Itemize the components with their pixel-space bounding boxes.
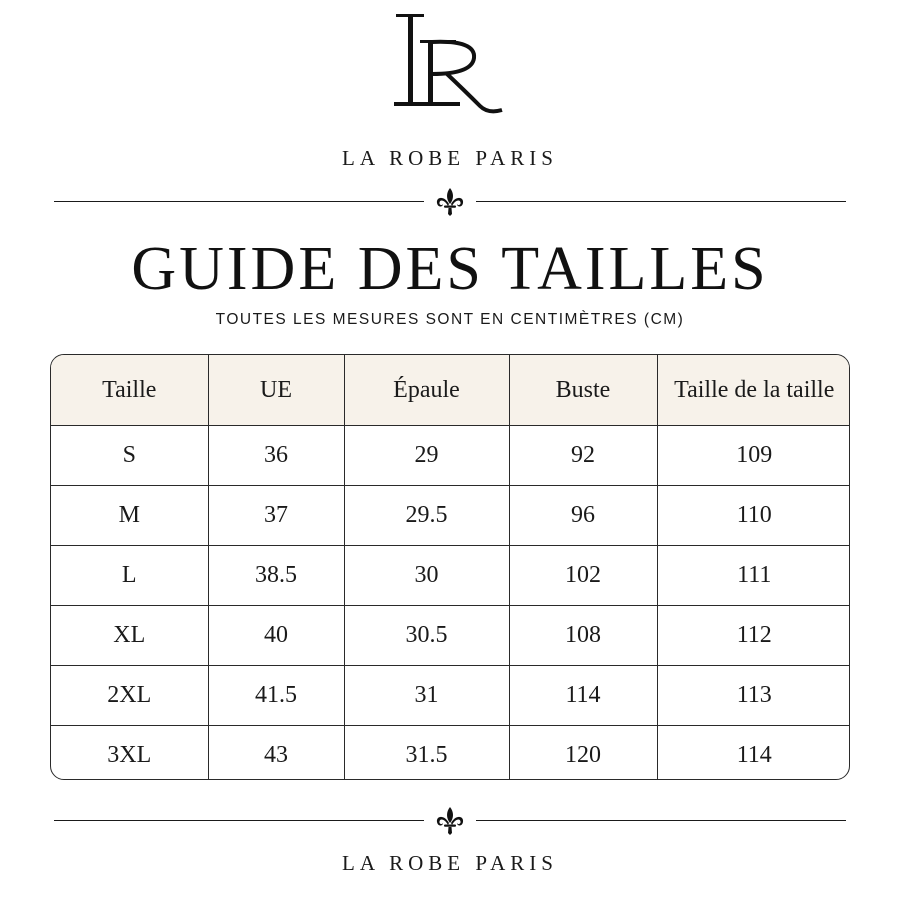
cell-bust: 102 [509, 546, 657, 606]
header-cell-shoulder: Épaule [344, 355, 509, 426]
cell-eu: 37 [208, 486, 344, 546]
cell-size: XL [51, 606, 208, 666]
brand-name-bottom: LA ROBE PARIS [342, 851, 558, 875]
cell-size: 3XL [51, 726, 208, 781]
table-row [51, 426, 850, 486]
cell-eu: 43 [208, 726, 344, 781]
brand-monogram-logo [380, 6, 520, 136]
cell-eu: 40 [208, 606, 344, 666]
divider-line-right [476, 820, 846, 821]
divider-line-left [54, 820, 424, 821]
cell-waist: 113 [657, 666, 850, 726]
cell-eu: 38.5 [208, 546, 344, 606]
cell-waist: 111 [657, 546, 850, 606]
table-row [51, 606, 850, 666]
table-row [51, 666, 850, 726]
cell-shoulder: 29.5 [344, 486, 509, 546]
cell-waist: 110 [657, 486, 850, 546]
table-row [51, 726, 850, 781]
table-header-row [51, 355, 850, 426]
header-cell-eu: UE [208, 355, 344, 426]
size-table [51, 355, 850, 780]
cell-size: L [51, 546, 208, 606]
cell-bust: 92 [509, 426, 657, 486]
cell-shoulder: 31 [344, 666, 509, 726]
ornament-divider-top [54, 187, 846, 217]
cell-waist: 112 [657, 606, 850, 666]
cell-eu: 36 [208, 426, 344, 486]
size-table-container [50, 354, 850, 780]
page-subtitle: TOUTES LES MESURES SONT EN CENTIMÈTRES (CM) [215, 311, 685, 328]
cell-shoulder: 30 [344, 546, 509, 606]
fleur-de-lis-icon [434, 806, 466, 836]
cell-waist: 109 [657, 426, 850, 486]
header-cell-waist: Taille de la taille [657, 355, 850, 426]
cell-size: 2XL [51, 666, 208, 726]
cell-shoulder: 30.5 [344, 606, 509, 666]
header-cell-size: Taille [51, 355, 208, 426]
cell-bust: 120 [509, 726, 657, 781]
cell-bust: 114 [509, 666, 657, 726]
table-row [51, 546, 850, 606]
ornament-divider-bottom [54, 806, 846, 836]
cell-bust: 108 [509, 606, 657, 666]
fleur-de-lis-icon [434, 187, 466, 217]
cell-shoulder: 29 [344, 426, 509, 486]
brand-name-top: LA ROBE PARIS [342, 146, 558, 170]
cell-bust: 96 [509, 486, 657, 546]
cell-size: S [51, 426, 208, 486]
divider-line-left [54, 201, 424, 202]
table-row [51, 486, 850, 546]
cell-shoulder: 31.5 [344, 726, 509, 781]
cell-waist: 114 [657, 726, 850, 781]
divider-line-right [476, 201, 846, 202]
page-title: GUIDE DES TAILLES [131, 235, 769, 303]
cell-size: M [51, 486, 208, 546]
cell-eu: 41.5 [208, 666, 344, 726]
header-cell-bust: Buste [509, 355, 657, 426]
